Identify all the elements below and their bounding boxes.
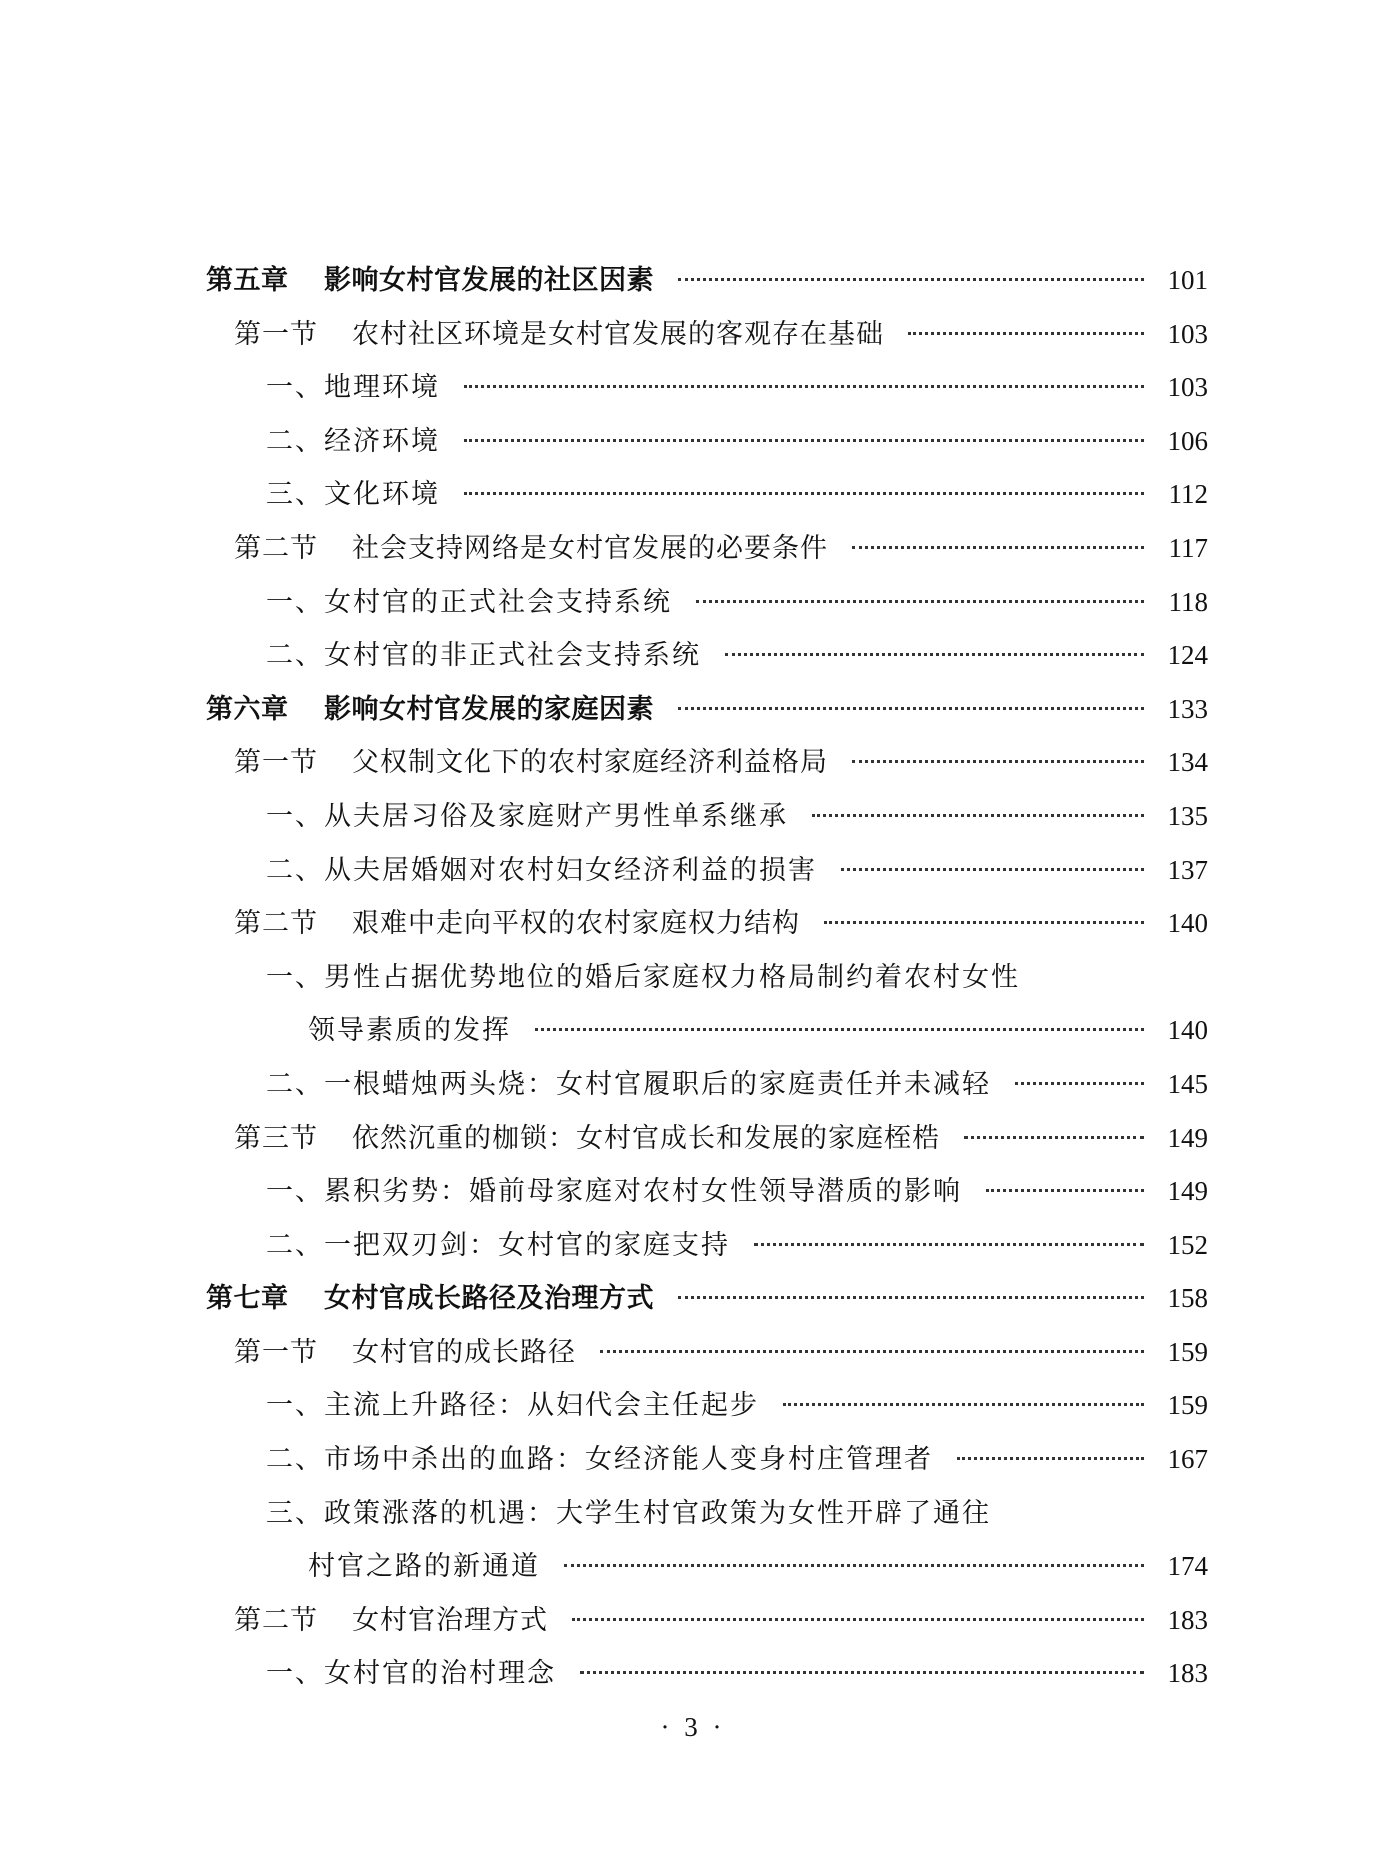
toc-entry-number: 第一节 [234,747,318,779]
toc-page-number: 159 [1167,1390,1208,1421]
toc-page-number: 118 [1168,586,1208,617]
toc-page-number: 145 [1167,1068,1208,1099]
toc-entry-label [234,1594,548,1648]
toc-page-number: 183 [1167,1604,1208,1635]
toc-entry-number: 第五章 [206,265,289,296]
toc-entry-title: 影响女村官发展的社区因素 [324,265,654,296]
toc-entry-title: 二、一根蜡烛两头烧：女村官履职后的家庭责任并未减轻 [266,1068,991,1100]
toc-sub-row[interactable] [206,1487,1208,1541]
toc-chapter-row[interactable] [206,254,1208,308]
toc-page-number: 137 [1167,854,1208,885]
dot-leader [572,1618,1144,1621]
toc-entry-title: 女村官成长路径及治理方式 [324,1283,654,1315]
dot-leader [964,1136,1144,1139]
toc-entry-label [206,683,654,737]
toc-entry-title: 二、一把双刃剑：女村官的家庭支持 [266,1229,730,1261]
toc-entry-label [234,1326,576,1380]
dot-leader [678,278,1144,281]
toc-page-number: 174 [1167,1551,1208,1582]
toc-entry-title: 女村官治理方式 [352,1604,548,1636]
toc-page-number: 103 [1167,372,1208,403]
toc-page-number: 103 [1167,318,1208,349]
toc-entry-title: 一、地理环境 [266,372,440,404]
dot-leader [564,1564,1144,1567]
toc-entry-label [234,308,884,362]
toc-entry-label [266,1487,991,1541]
toc-entry-label [266,951,1020,1005]
toc-entry-label [266,1379,759,1433]
dot-leader [1015,1082,1144,1085]
toc-entry-label [308,1540,540,1594]
toc-entry-label [266,790,788,844]
dot-leader [783,1403,1144,1406]
toc-sub-row[interactable] [206,1379,1208,1433]
page-number: · 3 · [660,1712,726,1742]
toc-page-number: 135 [1167,800,1208,831]
dot-leader [852,546,1144,549]
toc-chapter-row[interactable] [206,1272,1208,1326]
toc-entry-label [266,1058,991,1112]
dot-leader [908,332,1144,335]
toc-page-number: 101 [1167,265,1208,295]
toc-entry-number: 第一节 [234,318,318,350]
toc-entry-label [266,576,672,630]
dot-leader [841,868,1144,871]
dot-leader [678,707,1144,710]
toc-sub-row[interactable] [206,951,1208,1005]
toc-section-row[interactable] [206,1594,1208,1648]
toc-entry-label [266,629,701,683]
toc-page-number: 152 [1167,1229,1208,1260]
toc-page-number: 106 [1167,425,1208,456]
toc-entry-label [266,468,440,522]
toc-entry-title: 女村官的成长路径 [352,1336,576,1368]
toc-sub-row[interactable] [206,1219,1208,1273]
toc-sub-row[interactable] [206,361,1208,415]
toc-entry-label [206,1272,654,1326]
toc-entry-title: 二、经济环境 [266,425,440,457]
toc-entry-number: 第二节 [234,1604,318,1636]
toc-chapter-row[interactable] [206,683,1208,737]
toc-entry-title: 影响女村官发展的家庭因素 [324,693,654,725]
toc-page-number: 134 [1167,747,1208,778]
toc-entry-title: 社会支持网络是女村官发展的必要条件 [352,532,828,564]
toc-entry-title: 一、女村官的治村理念 [266,1658,556,1690]
toc-section-row[interactable] [206,308,1208,362]
dot-leader [678,1296,1144,1299]
toc-entry-number: 第二节 [234,532,318,564]
toc-entry-label [234,522,828,576]
dot-leader [600,1350,1144,1353]
toc-page-number: 149 [1167,1122,1208,1153]
toc-section-row[interactable] [206,897,1208,951]
dot-leader [580,1671,1144,1674]
toc-sub-row[interactable] [206,1433,1208,1487]
toc-entry-title: 依然沉重的枷锁：女村官成长和发展的家庭桎梏 [352,1122,940,1154]
toc-entry-title: 二、从夫居婚姻对农村妇女经济利益的损害 [266,854,817,886]
dot-leader [824,921,1144,924]
dot-leader [957,1457,1144,1460]
toc-entry-title: 艰难中走向平权的农村家庭权力结构 [352,908,800,940]
toc-sub-row[interactable] [206,415,1208,469]
toc-entry-label [266,1433,933,1487]
toc-sub-row[interactable] [206,844,1208,898]
toc-sub-row[interactable] [206,1647,1208,1701]
toc-page-number: 159 [1167,1336,1208,1367]
toc-sub-row[interactable] [206,790,1208,844]
dot-leader [812,814,1144,817]
toc-entry-label [266,1647,556,1701]
toc-page-number: 149 [1167,1176,1208,1207]
toc-entry-number: 第一节 [234,1336,318,1368]
dot-leader [464,439,1144,442]
toc-sub-row[interactable] [206,468,1208,522]
toc-entry-number: 第六章 [206,693,289,725]
dot-leader [725,653,1144,656]
toc-entry-title: 领导素质的发挥 [308,1015,511,1047]
toc-entry-label [234,1112,940,1166]
toc-section-row[interactable] [206,1112,1208,1166]
toc-entry-label [234,897,800,951]
toc-entry-number: 第三节 [234,1122,318,1154]
toc-entry-title: 二、市场中杀出的血路：女经济能人变身村庄管理者 [266,1444,933,1476]
toc-entry-label [266,361,440,415]
toc-entry-label [266,844,817,898]
toc-entry-label [266,1219,730,1273]
toc-section-row[interactable] [206,736,1208,790]
dot-leader [986,1189,1144,1192]
dot-leader [754,1243,1144,1246]
toc-entry-title: 一、累积劣势：婚前母家庭对农村女性领导潜质的影响 [266,1176,962,1208]
dot-leader [464,385,1144,388]
toc-entry-number: 第二节 [234,908,318,940]
toc-cont-row[interactable] [206,1540,1208,1594]
toc-entry-title: 父权制文化下的农村家庭经济利益格局 [352,747,828,779]
toc-entry-label [308,1004,511,1058]
toc-entry-title: 农村社区环境是女村官发展的客观存在基础 [352,318,884,350]
toc-entry-title: 一、从夫居习俗及家庭财产男性单系继承 [266,800,788,832]
dot-leader [464,492,1144,495]
toc-sub-row[interactable] [206,629,1208,683]
toc-entry-title: 一、男性占据优势地位的婚后家庭权力格局制约着农村女性 [266,961,1020,993]
toc-section-row[interactable] [206,1326,1208,1380]
toc-entry-number: 第七章 [206,1283,289,1315]
toc-entry-label [234,736,828,790]
toc-page-number: 158 [1167,1283,1208,1314]
dot-leader [852,760,1144,763]
toc-page-number: 124 [1167,640,1208,671]
toc-entry-label [266,1165,962,1219]
toc-entry-title: 村官之路的新通道 [308,1551,540,1583]
toc-entry-label [266,415,440,469]
table-of-contents [206,254,1208,1701]
toc-page-number: 140 [1167,908,1208,939]
toc-page-number: 183 [1167,1658,1208,1689]
toc-entry-title: 二、女村官的非正式社会支持系统 [266,640,701,672]
toc-entry-title: 三、文化环境 [266,479,440,511]
toc-page-number: 117 [1168,532,1208,563]
toc-cont-row[interactable] [206,1004,1208,1058]
toc-page-number: 167 [1167,1444,1208,1475]
toc-entry-label [206,254,654,308]
dot-leader [535,1028,1144,1031]
dot-leader [696,600,1144,603]
toc-sub-row[interactable] [206,1058,1208,1112]
toc-sub-row[interactable] [206,576,1208,630]
toc-page-number: 140 [1167,1015,1208,1046]
toc-section-row[interactable] [206,522,1208,576]
toc-entry-title: 三、政策涨落的机遇：大学生村官政策为女性开辟了通往 [266,1497,991,1529]
toc-sub-row[interactable] [206,1165,1208,1219]
toc-page-number: 112 [1168,479,1208,510]
toc-page-number: 133 [1167,693,1208,724]
toc-entry-title: 一、女村官的正式社会支持系统 [266,586,672,618]
toc-entry-title: 一、主流上升路径：从妇代会主任起步 [266,1390,759,1422]
